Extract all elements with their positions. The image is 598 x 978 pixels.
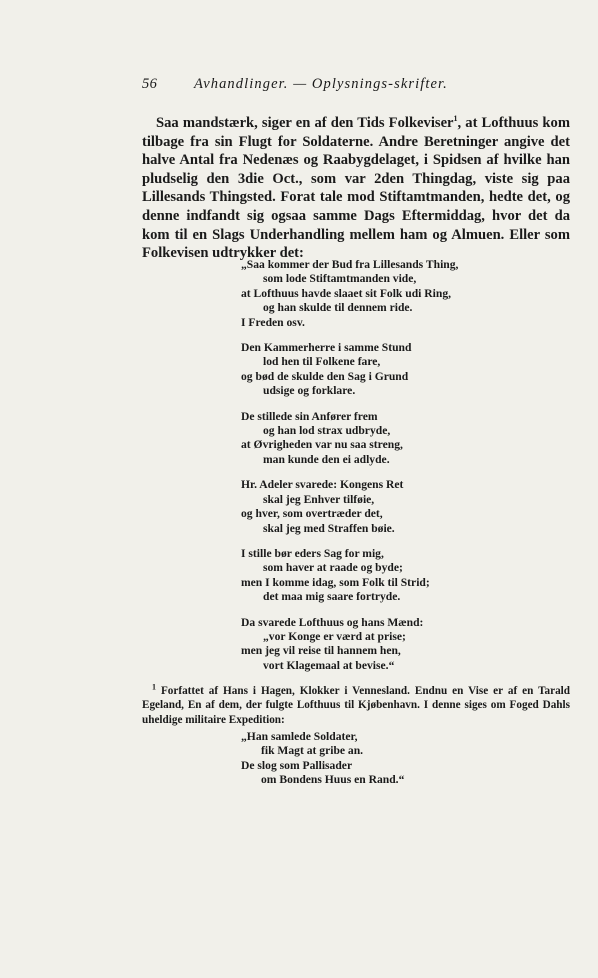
- footnote-text: Forfattet af Hans i Hagen, Klokker i Vennesland. Endnu en Vise er af en Tarald Egeland, En af dem, der fulgte Lofthuus til Kjøbenhavn. I denne siges om Foged Dahls uheldige militaire Expedition:: [142, 685, 570, 726]
- stanza: [241, 341, 541, 399]
- verse-line: som lode Stiftamtmanden vide,: [263, 272, 417, 286]
- stanza: [241, 547, 541, 605]
- verse-line: Hr. Adeler svarede: Kongens Ret: [241, 478, 404, 492]
- folk-song-verse: [241, 258, 541, 684]
- verse-line: fik Magt at gribe an.: [261, 744, 364, 758]
- verse-line: „Han samlede Soldater,: [241, 730, 358, 743]
- verse-line: man kunde den ei adlyde.: [263, 452, 390, 466]
- verse-line: det maa mig saare fortryde.: [263, 590, 401, 604]
- verse-line: I Freden osv.: [241, 315, 305, 329]
- body-paragraph: [142, 114, 570, 263]
- verse-line: og hver, som overtræder det,: [241, 507, 383, 521]
- verse-line: og han lod strax udbryde,: [263, 424, 391, 438]
- verse-line: at Øvrigheden var nu saa streng,: [241, 438, 403, 452]
- verse-line: I stille bør eders Sag for mig,: [241, 546, 384, 560]
- verse-line: Den Kammerherre i samme Stund: [241, 341, 412, 355]
- footnote-verse: [241, 730, 491, 788]
- verse-line: skal jeg med Straffen bøie.: [263, 521, 395, 535]
- verse-line: som haver at raade og byde;: [263, 561, 403, 575]
- running-title: Avhandlinger. — Oplysnings-skrifter.: [194, 76, 448, 92]
- stanza: [241, 410, 541, 468]
- verse-line: men I komme idag, som Folk til Strid;: [241, 575, 430, 589]
- verse-line: De stillede sin Anfører frem: [241, 409, 378, 423]
- footnote-reference: 1: [453, 114, 458, 124]
- footnote: [142, 684, 570, 727]
- verse-line: De slog som Pallisader: [241, 758, 353, 772]
- verse-line: vort Klagemaal at bevise.“: [263, 658, 395, 672]
- stanza: [241, 478, 541, 536]
- running-header: [142, 76, 572, 93]
- verse-line: men jeg vil reise til hannem hen,: [241, 644, 401, 658]
- main-text: [142, 114, 570, 263]
- verse-line: „vor Konge er værd at prise;: [263, 629, 406, 643]
- verse-line: og bød de skulde den Sag i Grund: [241, 369, 409, 383]
- stanza: [241, 616, 541, 674]
- paragraph-text-b: , at Lofthuus kom tilbage fra sin Flugt for Soldaterne. Andre Beretninger angive det halve Antal fra Nedenæs og Raabygdelaget, i Spidsen af hvilke han pludselig den 3die Oct., som var 2den Thingdag, viste sig paa Lillesands Thingsted. Forat tale mod Stiftamtmanden, hedte det, og denne indfandt sig ogsaa samme Dags Eftermiddag, hvor det da kom til en Slags Underhandling mellem ham og Almuen. Eller som Folkevisen udtrykker det:: [142, 115, 570, 262]
- verse-line: „Saa kommer der Bud fra Lillesands Thing,: [241, 258, 459, 271]
- stanza: [241, 258, 541, 330]
- verse-line: udsige og forklare.: [263, 384, 356, 398]
- verse-line: og han skulde til dennem ride.: [263, 301, 413, 315]
- verse-line: at Lofthuus havde slaaet sit Folk udi Ring,: [241, 286, 452, 300]
- verse-line: Da svarede Lofthuus og hans Mænd:: [241, 615, 424, 629]
- verse-line: om Bondens Huus en Rand.“: [261, 773, 405, 787]
- paragraph-text-a: Saa mandstærk, siger en af den Tids Folkeviser: [156, 115, 454, 131]
- verse-line: lod hen til Folkene fare,: [263, 355, 381, 369]
- footnote-marker: 1: [152, 682, 156, 692]
- verse-line: skal jeg Enhver tilføie,: [263, 492, 375, 506]
- page-number: 56: [142, 76, 158, 92]
- footnote-paragraph: [142, 684, 570, 727]
